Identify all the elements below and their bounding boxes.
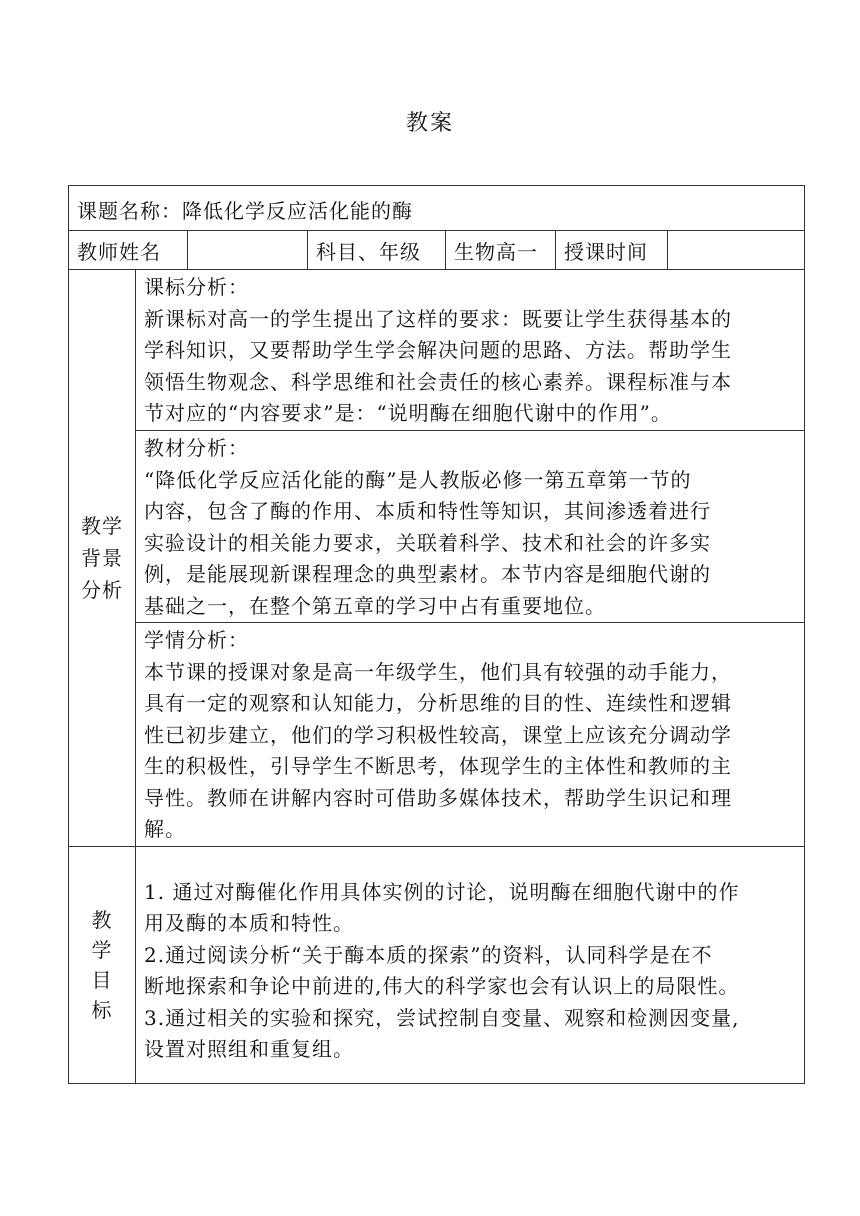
- students-line: 解。: [144, 817, 186, 841]
- goal-line: 2.通过阅读分析“关于酶本质的探索”的资料，认同科学是在不: [144, 942, 713, 967]
- background-label-line: 背景: [81, 545, 123, 570]
- background-label-line: 教学: [81, 513, 123, 538]
- topic-label: 课题名称：: [77, 198, 182, 223]
- teacher-name-label: 教师姓名: [77, 239, 161, 264]
- teacher-name-value-cell: [188, 231, 308, 270]
- students-line: 本节课的授课对象是高一年级学生，他们具有较强的动手能力，: [144, 659, 732, 684]
- curriculum-line: 学科知识，又要帮助学生学会解决问题的思路、方法。帮助学生: [144, 338, 732, 362]
- goals-section-label: [69, 846, 136, 1083]
- curriculum-heading: 课标分析：: [144, 275, 249, 299]
- background-section-label: [69, 270, 136, 847]
- curriculum-analysis-row: [69, 270, 805, 431]
- textbook-analysis-cell: [136, 431, 805, 623]
- textbook-line: 基础之一，在整个第五章的学习中占有重要地位。: [144, 593, 606, 618]
- goal-line: 设置对照组和重复组。: [144, 1037, 354, 1061]
- textbook-line: 例，是能展现新课程理念的典型素材。本节内容是细胞代谢的: [144, 562, 711, 586]
- textbook-line: “降低化学反应活化能的酶”是人教版必修一第五章第一节的: [144, 467, 692, 492]
- subject-value-cell: [446, 231, 556, 270]
- students-line: 具有一定的观察和认知能力，分析思维的目的性、连续性和逻辑: [144, 691, 732, 715]
- goal-line: 断地探索和争论中前进的,伟大的科学家也会有认识上的局限性。: [144, 974, 740, 998]
- topic-value: 降低化学反应活化能的酶: [182, 198, 413, 223]
- time-label: 授课时间: [564, 239, 648, 264]
- textbook-heading: 教材分析：: [144, 436, 249, 460]
- goals-label-line: 目: [91, 967, 113, 992]
- lesson-plan-table: [68, 185, 805, 1084]
- student-analysis-cell: [136, 623, 805, 847]
- student-analysis-row: [69, 623, 805, 847]
- goal-line: 用及酶的本质和特性。: [144, 911, 354, 935]
- teacher-row: [69, 231, 805, 270]
- students-heading: 学情分析：: [144, 628, 249, 652]
- textbook-line: 内容，包含了酶的作用、本质和特性等知识，其间渗透着进行: [144, 499, 711, 523]
- curriculum-line: 新课标对高一的学生提出了这样的要求：既要让学生获得基本的: [144, 306, 732, 331]
- teacher-name-value: [188, 248, 307, 252]
- time-value-cell: [668, 231, 805, 270]
- teacher-name-label-cell: [69, 231, 188, 270]
- background-label-line: 分析: [81, 577, 123, 602]
- textbook-analysis-row: [69, 431, 805, 623]
- students-line: 生的积极性，引导学生不断思考，体现学生的主体性和教师的主: [144, 754, 732, 778]
- page-title: 教案: [405, 111, 454, 136]
- textbook-line: 实验设计的相关能力要求，关联着科学、技术和社会的许多实: [144, 530, 711, 555]
- goal-line: 3.通过相关的实验和探究，尝试控制自变量、观察和检测因变量,: [144, 1005, 740, 1030]
- teaching-goals-row: [69, 846, 805, 1083]
- goals-label-line: 学: [91, 937, 113, 962]
- subject-label: 科目、年级: [316, 239, 421, 264]
- goals-label-line: 教: [91, 907, 113, 932]
- time-label-cell: [556, 231, 668, 270]
- goals-label-line: 标: [91, 997, 113, 1022]
- time-value: [668, 248, 804, 252]
- teaching-goals-cell: [136, 846, 805, 1083]
- curriculum-line: 领悟生物观念、科学思维和社会责任的核心素养。课程标准与本: [144, 369, 732, 394]
- students-line: 性已初步建立，他们的学习积极性较高，课堂上应该充分调动学: [144, 722, 732, 747]
- topic-row: [69, 186, 805, 231]
- subject-value: 生物高一: [454, 239, 538, 264]
- curriculum-line: 节对应的“内容要求”是：“说明酶在细胞代谢中的作用”。: [144, 401, 672, 425]
- curriculum-analysis-cell: [136, 270, 805, 431]
- goal-line: 1. 通过对酶催化作用具体实例的讨论，说明酶在细胞代谢中的作: [144, 879, 740, 904]
- subject-label-cell: [308, 231, 446, 270]
- topic-cell: [69, 186, 805, 231]
- students-line: 导性。教师在讲解内容时可借助多媒体技术，帮助学生识记和理: [144, 785, 732, 810]
